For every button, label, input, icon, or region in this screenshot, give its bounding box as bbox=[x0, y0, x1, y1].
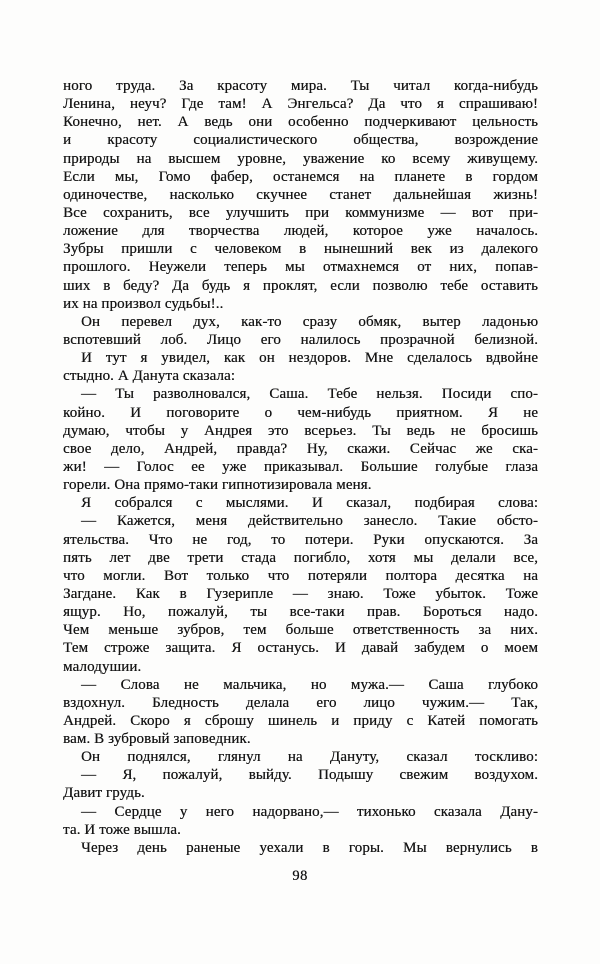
text-line: ложение для творчества людей, которое уже началось. bbox=[63, 223, 538, 240]
text-line: Конечно, нет. А ведь они особенно подчеркивают цельность bbox=[63, 114, 538, 131]
text-line: койно. И поговорите о чем-нибудь приятном. Я не bbox=[63, 404, 538, 421]
text-line: их на произвол судьбы!.. bbox=[63, 295, 224, 312]
text-line: свое дело, Андрей, правда? Ну, скажи. Сейчас же ска- bbox=[63, 440, 538, 457]
text-line: Я собрался с мыслями. И сказал, подбирая слова: bbox=[81, 495, 538, 512]
text-line: — Ты разволновался, Саша. Тебе нельзя. Посиди спо- bbox=[81, 386, 538, 403]
text-line: стыдно. А Данута сказала: bbox=[63, 368, 235, 385]
page-number: 98 bbox=[292, 868, 308, 884]
text-line: Все сохранить, все улучшить при коммунизме — вот при- bbox=[63, 204, 538, 221]
text-line: ящур. Но, пожалуй, ты все-таки прав. Бороться надо. bbox=[63, 604, 538, 621]
text-line: жи! — Голос ее уже приказывал. Большие голубые глаза bbox=[63, 458, 538, 475]
text-line: — Я, пожалуй, выйду. Подышу свежим воздухом. bbox=[81, 767, 538, 784]
text-line: Он поднялся, глянул на Дануту, сказал тоскливо: bbox=[81, 749, 538, 766]
text-line: Если мы, Гомо фабер, останемся на планете в гордом bbox=[63, 168, 538, 185]
text-line: вам. В зубровый заповедник. bbox=[63, 731, 251, 748]
text-line: И тут я увидел, как он нездоров. Мне сделалось вдвойне bbox=[81, 350, 538, 367]
text-line: думаю, чтобы у Андрея это всерьез. Ты ведь не бросишь bbox=[63, 422, 538, 439]
text-line: Ленина, неуч? Где там! А Энгельса? Да что я спрашиваю! bbox=[63, 96, 538, 113]
text-line: — Кажется, меня действительно занесло. Такие обсто- bbox=[81, 513, 538, 530]
page-text bbox=[63, 77, 538, 857]
text-line: Он перевел дух, как-то сразу обмяк, вытер ладонью bbox=[81, 313, 538, 330]
text-line: Давит грудь. bbox=[63, 785, 145, 802]
text-line: ятельства. Что не год, то потери. Руки опускаются. За bbox=[63, 531, 538, 548]
text-line: Зубры пришли с человеком в нынешний век из далекого bbox=[63, 241, 538, 258]
text-line: вздохнул. Бледность делала его лицо чужим.— Так, bbox=[63, 694, 538, 711]
text-line: одиночестве, насколько скучнее станет дальнейшая жизнь! bbox=[63, 186, 538, 203]
text-line: и красоту социалистического общества, возрождение bbox=[63, 132, 538, 149]
text-line: Тем строже защита. Я останусь. И давай забудем о моем bbox=[63, 640, 538, 657]
text-line: вспотевший лоб. Лицо его налилось прозрачной белизной. bbox=[63, 331, 538, 348]
text-line: Загдане. Как в Гузерипле — знаю. Тоже убыток. Тоже bbox=[63, 585, 538, 602]
text-line: Чем меньше зубров, тем больше ответственность за них. bbox=[63, 622, 538, 639]
text-line: Андрей. Скоро я сброшу шинель и приду с Катей помогать bbox=[63, 712, 538, 729]
text-line: Через день раненые уехали в горы. Мы вернулись в bbox=[81, 839, 538, 856]
text-line: горели. Она прямо-таки гипнотизировала меня. bbox=[63, 477, 372, 494]
text-line: природы на высшем уровне, уважение ко всему живущему. bbox=[63, 150, 538, 167]
text-line: та. И тоже вышла. bbox=[63, 821, 181, 838]
text-line: ших в беду? Да будь я проклят, если позволю тебе оставить bbox=[63, 277, 538, 294]
text-line: прошлого. Неужели теперь мы отмахнемся от них, попав- bbox=[63, 259, 538, 276]
text-line: — Сердце у него надорвано,— тихонько сказала Дану- bbox=[81, 803, 538, 820]
text-line: малодушии. bbox=[63, 658, 142, 675]
text-line: что могли. Вот только что потеряли полтора десятка на bbox=[63, 567, 538, 584]
text-line: ного труда. За красоту мира. Ты читал когда-нибудь bbox=[63, 78, 538, 94]
text-line: пять лет две трети стада погибло, хотя мы делали все, bbox=[63, 549, 538, 566]
text-line: — Слова не мальчика, но мужа.— Саша глубоко bbox=[81, 676, 538, 693]
